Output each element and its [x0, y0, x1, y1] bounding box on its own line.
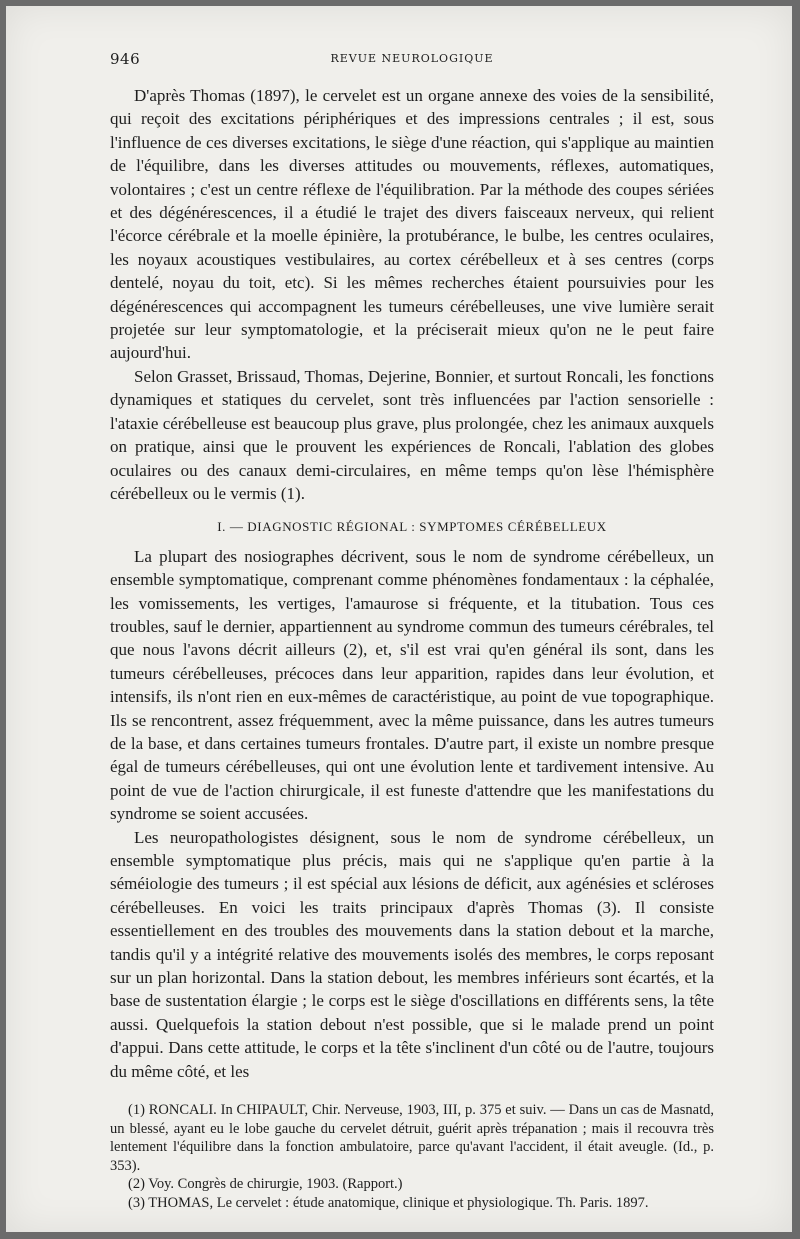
- paragraph: La plupart des nosiographes décrivent, sous le nom de syndrome cérébelleux, un ensemble symptomatique, comprenant comme phénomènes fondamentaux : la céphalée, les vomissements, les vertiges, l'amaurose si fréquente, et la titubation. Tous ces troubles, sauf le dernier, appartiennent au syndrome commun des tumeurs cérébrales, tel que nous l'avons décrit ailleurs (2), et, s'il est vrai qu'en général ils sont, dans les tumeurs cérébelleuses, précoces dans leur apparition, rapides dans leur évolution, et intensifs, ils n'ont rien en eux-mêmes de caractéristique, au point de vue topographique. Ils se rencontrent, assez fréquemment, avec la même puissance, dans les autres tumeurs de la base, et dans certaines tumeurs frontales. D'autre part, il existe un nombre presque égal de tumeurs cérébelleuses, qui ont une évolution lente et tardivement intensive. Au point de vue de l'action chirurgicale, il est funeste d'attendre que les manifestations du syndrome se soient accusées.: [110, 546, 714, 824]
- page-header: [110, 46, 714, 72]
- page-number: 946: [110, 50, 141, 68]
- footnote: (1) RONCALI. In CHIPAULT, Chir. Nerveuse, 1903, III, p. 375 et suiv. — Dans un cas de Masnatd, un blessé, ayant eu le lobe gauche du cervelet détruit, guérit après trépanation ; mais il recouvra très lentement l'équilibre dans la fonction ambulatoire, parce qu'avant l'accident, il était aveugle. (Id., p. 353).: [110, 1102, 714, 1174]
- section-heading: I. — DIAGNOSTIC RÉGIONAL : SYMPTOMES CÉRÉBELLEUX: [217, 519, 607, 535]
- page-content: [110, 46, 714, 1212]
- body-text: [110, 84, 714, 1083]
- footnote: (3) THOMAS, Le cervelet : étude anatomique, clinique et physiologique. Th. Paris. 1897.: [128, 1194, 649, 1211]
- footnotes: [110, 1101, 714, 1212]
- paragraph: Les neuropathologistes désignent, sous le nom de syndrome cérébelleux, un ensemble symptomatique plus précis, mais qui ne s'applique qu'en partie à la séméiologie des tumeurs ; il est spécial aux lésions de déficit, aux agénésies et scléroses cérébelleuses. En voici les traits principaux d'après Thomas (3). Il consiste essentiellement en des troubles des mouvements dans la station debout et la marche, tandis qu'il y a intégrité relative des mouvements isolés des membres, le corps reposant sur un plan horizontal. Dans la station debout, les membres inférieurs sont écartés, et la base de sustentation élargie ; le corps est le siège d'oscillations en différents sens, la tête aussi. Quelquefois la station debout n'est possible, que si le malade prend un point d'appui. Dans cette attitude, le corps et la tête s'inclinent d'un côté ou de l'autre, toujours du même côté, et les: [110, 827, 714, 1081]
- footnote: (2) Voy. Congrès de chirurgie, 1903. (Rapport.): [128, 1176, 403, 1193]
- running-title: REVUE NEUROLOGIQUE: [330, 52, 494, 65]
- paragraph: Selon Grasset, Brissaud, Thomas, Dejerine, Bonnier, et surtout Roncali, les fonctions dynamiques et statiques du cervelet, sont très influencées par l'action sensorielle : l'ataxie cérébelleuse est beaucoup plus grave, plus prolongée, chez les animaux auxquels on pratique, ainsi que le prouvent les expériences de Roncali, l'ablation des globes oculaires ou des canaux demi-circulaires, en même temps qu'on lèse l'hémisphère cérébelleux ou le vermis (1).: [110, 366, 714, 503]
- scanned-page: [6, 6, 792, 1232]
- paragraph: D'après Thomas (1897), le cervelet est un organe annexe des voies de la sensibilité, qui reçoit des excitations périphériques et des impressions centrales ; il est, sous l'influence de ces diverses excitations, le siège d'une réaction, qui s'applique au maintien de l'équilibre, dans les diverses attitudes ou mouvements, réflexes, automatiques, volontaires ; c'est un centre réflexe de l'équilibration. Par la méthode des coupes sériées et des dégénérescences, il a étudié le trajet des divers faisceaux nerveux, qui relient l'écorce cérébrale et la moelle épinière, la protubérance, le bulbe, les centres oculaires, les noyaux acoustiques vestibulaires, au cortex cérébelleux et à ses centres (corps dentelé, noyau du toit, etc). Si les mêmes recherches étaient poursuivies pour les dégénérescences qui accompagnent les tumeurs cérébelleuses, une vive lumière serait projetée sur leur symptomatologie, et la préciserait mieux qu'on ne le peut faire aujourd'hui.: [110, 86, 714, 363]
